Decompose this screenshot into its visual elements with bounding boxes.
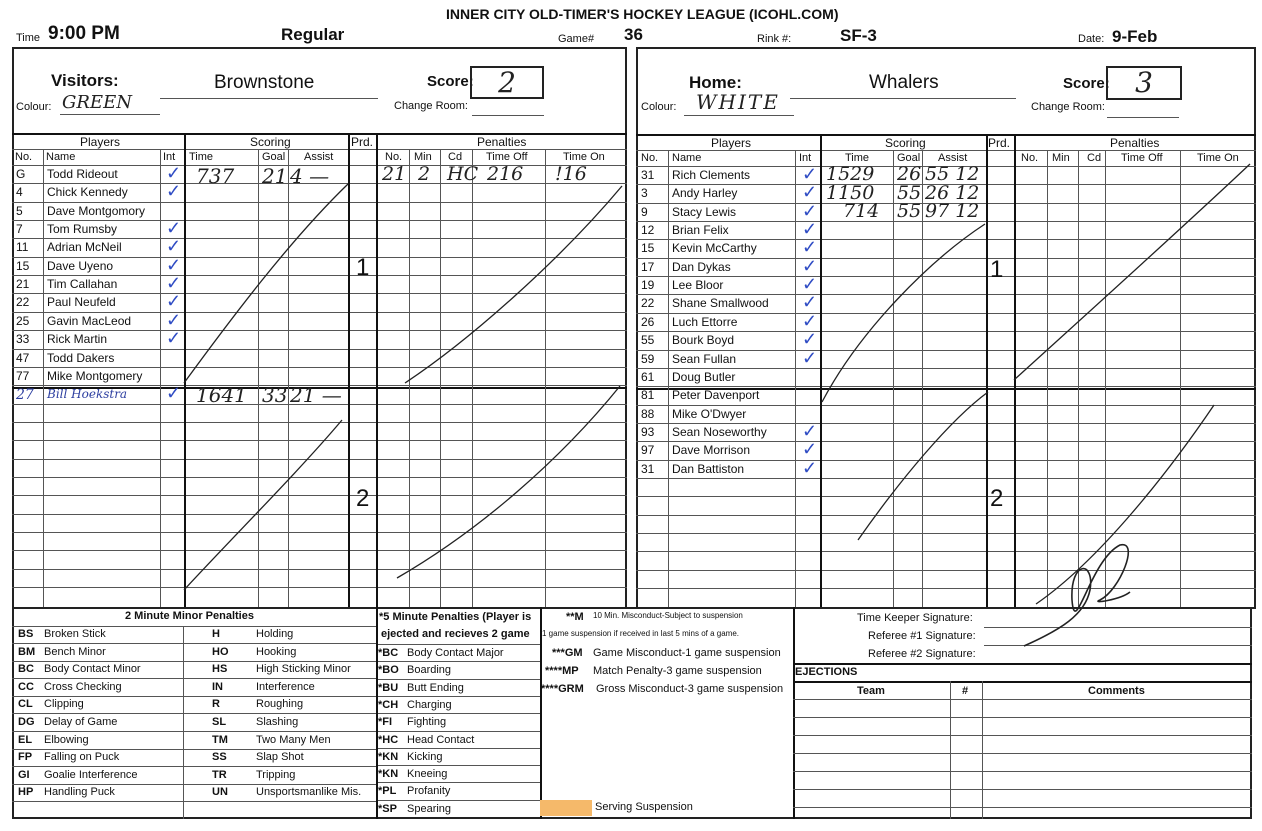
minor-penalty-code: CC: [18, 681, 34, 693]
home-goal-3-scorer: 55: [897, 200, 922, 222]
visitors-goal-2-assist: 21 —: [290, 383, 342, 407]
minor-penalty-code: GI: [18, 769, 30, 781]
misc-penalty-desc: 1 game suspension if received in last 5 mins of a game.: [542, 629, 739, 638]
home-col-min: Min: [1052, 152, 1070, 164]
minor-penalty-code: BM: [18, 646, 36, 658]
visitors-player-number: 25: [16, 314, 30, 328]
minor-penalty-desc: Hooking: [256, 646, 297, 658]
misc-penalty-desc: Game Misconduct-1 game suspension: [593, 647, 781, 659]
major-penalty-desc: Boarding: [407, 664, 452, 676]
minor-penalty-desc: Roughing: [256, 698, 304, 710]
visitors-goal-1-scorer: 21: [262, 164, 288, 188]
visitors-prd-header: Prd.: [351, 135, 374, 149]
home-period-1: 1: [990, 256, 1004, 283]
visitors-p2-penalty-strike: [397, 386, 620, 578]
minor-penalty-code: UN: [212, 786, 228, 798]
visitors-player-name: Todd Dakers: [47, 351, 115, 365]
visitors-col-time: Time: [189, 151, 214, 163]
home-team: Whalers: [869, 72, 939, 93]
home-players-header: Players: [711, 136, 752, 150]
visitors-player-number: 22: [16, 295, 30, 309]
home-goal-1-time: 1529: [826, 163, 875, 185]
home-player-name: Dave Morrison: [672, 443, 751, 457]
visitors-colour-value: GREEN: [62, 92, 132, 113]
major-penalty-desc: Charging: [407, 699, 452, 711]
minor-penalty-code: R: [212, 698, 220, 710]
visitors-player-number: 77: [16, 369, 30, 383]
home-p1-penalty-strike: [1014, 164, 1250, 380]
home-p2-scoring-strike: [858, 392, 988, 540]
home-col-int: Int: [799, 152, 812, 164]
visitors-col-pen-no: No.: [385, 151, 403, 163]
minor-penalty-code: H: [212, 628, 220, 640]
minor-penalty-desc: Slashing: [256, 716, 299, 728]
home-player-intent-check: ✓: [802, 182, 818, 202]
major-penalty-desc: Kicking: [407, 751, 443, 763]
home-player-number: 55: [641, 333, 655, 347]
major-penalty-desc: Body Contact Major: [407, 647, 504, 659]
major-penalty-code: *FI: [378, 716, 393, 728]
home-prd-header: Prd.: [988, 136, 1011, 150]
visitors-player-intent-check: ✓: [166, 328, 182, 348]
visitors-score-label: Score:: [427, 73, 474, 90]
minor-penalty-code: BC: [18, 663, 34, 675]
visitors-player-intent-check: ✓: [166, 291, 182, 311]
home-col-assist: Assist: [938, 152, 968, 164]
home-p1-scoring-strike: [822, 224, 985, 402]
visitors-player-name: Tom Rumsby: [47, 222, 118, 236]
minor-penalty-desc: Interference: [256, 681, 315, 693]
minor-penalty-code: SL: [212, 716, 227, 728]
major-penalty-code: *HC: [378, 734, 399, 746]
home-player-number: 31: [641, 462, 655, 476]
visitors-col-time-off: Time Off: [486, 151, 528, 163]
home-player-name: Sean Fullan: [672, 352, 737, 366]
home-p2-penalty-strike: [1036, 405, 1214, 604]
visitors-col-int: Int: [163, 151, 176, 163]
visitors-player-name: Mike Montgomery: [47, 369, 143, 383]
date-label: Date:: [1078, 33, 1105, 45]
visitors-player-name: Dave Montgomory: [47, 204, 146, 218]
home-change-room-label: Change Room:: [1031, 101, 1105, 113]
visitors-scoring-header: Scoring: [250, 135, 291, 149]
visitors-player-intent-check: ✓: [166, 383, 182, 403]
home-player-intent-check: ✓: [802, 292, 818, 312]
minor-penalty-code: HP: [18, 786, 34, 798]
major-penalty-desc: Kneeing: [407, 768, 448, 780]
visitors-player-name: Paul Neufeld: [47, 295, 116, 309]
home-player-name: Stacy Lewis: [672, 205, 737, 219]
visitors-player-intent-check: ✓: [166, 236, 182, 256]
visitors-p2-scoring-strike: [184, 420, 342, 590]
visitors-period-2: 2: [356, 485, 370, 512]
home-period-2: 2: [990, 485, 1004, 512]
game-label: Game#: [558, 33, 595, 45]
home-colour-value: WHITE: [696, 90, 780, 114]
home-player-name: Lee Bloor: [672, 278, 724, 292]
minor-penalty-code: BS: [18, 628, 34, 640]
home-player-intent-check: ✓: [802, 237, 818, 257]
home-label: Home:: [689, 73, 742, 92]
minor-penalty-code: TR: [212, 769, 227, 781]
home-player-number: 88: [641, 407, 655, 421]
minor-penalty-desc: Tripping: [256, 769, 296, 781]
referee1-signature-label: Referee #1 Signature:: [868, 630, 976, 642]
home-player-intent-check: ✓: [802, 201, 818, 221]
minor-penalty-desc: Elbowing: [44, 734, 89, 746]
home-player-intent-check: ✓: [802, 274, 818, 294]
home-colour-label: Colour:: [641, 101, 677, 113]
minor-penalty-desc: Clipping: [44, 698, 84, 710]
visitors-col-assist: Assist: [304, 151, 334, 163]
home-player-number: 61: [641, 370, 655, 384]
home-player-intent-check: ✓: [802, 439, 818, 459]
home-score-label: Score:: [1063, 75, 1110, 92]
visitors-team: Brownstone: [214, 72, 315, 93]
visitors-player-name: Rick Martin: [47, 332, 108, 346]
minor-penalty-code: TM: [212, 734, 228, 746]
home-player-name: Shane Smallwood: [672, 296, 769, 310]
visitors-player-name: Chick Kennedy: [47, 185, 128, 199]
home-goal-2-scorer: 55: [897, 182, 922, 204]
home-player-number: 26: [641, 315, 655, 329]
visitors-player-number: 33: [16, 332, 30, 346]
minor-penalty-desc: Broken Stick: [44, 628, 106, 640]
major-penalty-desc: Spearing: [407, 803, 452, 815]
home-goal-2-assist: 26 12: [925, 182, 980, 204]
visitors-player-number: 4: [16, 185, 23, 199]
visitors-goal-1-time: 737: [196, 164, 235, 188]
game-number: 36: [624, 25, 643, 44]
minor-penalties-title: 2 Minute Minor Penalties: [125, 610, 254, 622]
visitors-goal-1-assist: 4 —: [290, 164, 330, 188]
home-player-intent-check: ✓: [802, 458, 818, 478]
minor-penalty-desc: Falling on Puck: [44, 751, 120, 763]
visitors-player-number: 11: [16, 240, 29, 254]
home-player-number: 15: [641, 241, 655, 255]
home-score: 3: [1106, 66, 1182, 100]
minor-penalty-code: FP: [18, 751, 33, 763]
visitors-player-number: 5: [16, 204, 23, 218]
home-col-pen-no: No.: [1021, 152, 1039, 164]
serving-suspension-label: Serving Suspension: [595, 801, 693, 813]
visitors-player-number: 21: [16, 277, 30, 291]
ejections-number-header: #: [962, 685, 969, 697]
visitors-penalty-1-cd: HC: [447, 163, 479, 185]
visitors-col-cd: Cd: [448, 151, 463, 163]
home-goal-3-assist: 97 12: [925, 200, 980, 222]
home-player-name: Sean Noseworthy: [672, 425, 767, 439]
visitors-change-room-label: Change Room:: [394, 100, 468, 112]
home-player-intent-check: ✓: [802, 348, 818, 368]
ejections-team-header: Team: [857, 685, 885, 697]
visitors-player-intent-check: ✓: [166, 273, 182, 293]
visitors-goal-2-time: 1641: [196, 383, 247, 407]
minor-penalty-desc: High Sticking Minor: [256, 663, 351, 675]
home-player-name: Luch Ettorre: [672, 315, 738, 329]
minor-penalty-desc: Two Many Men: [256, 734, 331, 746]
home-player-number: 19: [641, 278, 655, 292]
minor-penalty-desc: Holding: [256, 628, 294, 640]
visitors-col-name: Name: [46, 151, 76, 163]
major-penalty-desc: Head Contact: [407, 734, 475, 746]
misc-penalty-desc: 10 Min. Misconduct-Subject to suspension: [593, 611, 743, 620]
home-scoring-header: Scoring: [885, 136, 926, 150]
visitors-player-intent-check: ✓: [166, 163, 182, 183]
home-player-name: Bourk Boyd: [672, 333, 735, 347]
visitors-player-name: Tim Callahan: [47, 277, 118, 291]
rink-value: SF-3: [840, 26, 877, 45]
visitors-player-number: 15: [16, 259, 30, 273]
minor-penalty-desc: Slap Shot: [256, 751, 304, 763]
home-penalties-header: Penalties: [1110, 136, 1160, 150]
major-penalty-code: *PL: [378, 785, 397, 797]
misc-penalty-code: ****GRM: [541, 683, 584, 695]
visitors-player-name: Adrian McNeil: [47, 240, 122, 254]
home-player-number: 81: [641, 388, 655, 402]
home-player-name: Doug Butler: [672, 370, 736, 384]
visitors-player-intent-check: ✓: [166, 310, 182, 330]
home-col-time-off: Time Off: [1121, 152, 1163, 164]
minor-penalty-desc: Handling Puck: [44, 786, 115, 798]
date-value: 9-Feb: [1112, 27, 1158, 46]
minor-penalty-code: CL: [18, 698, 33, 710]
minor-penalty-desc: Cross Checking: [44, 681, 122, 693]
visitors-penalty-1-time-on: !16: [555, 163, 587, 185]
timekeeper-signature-label: Time Keeper Signature:: [857, 612, 973, 624]
visitors-col-goal: Goal: [262, 151, 286, 163]
visitors-player-number: G: [16, 167, 26, 181]
time-value: 9:00 PM: [48, 23, 120, 44]
major-penalty-code: *BU: [378, 682, 399, 694]
home-player-intent-check: ✓: [802, 256, 818, 276]
home-goal-1-assist: 55 12: [925, 163, 980, 185]
home-player-name: Dan Battiston: [672, 462, 745, 476]
visitors-player-name: Dave Uyeno: [47, 259, 114, 273]
visitors-player-name: Bill Hoekstra: [47, 387, 128, 401]
misc-penalty-code: ****MP: [545, 665, 579, 677]
minor-penalty-code: DG: [18, 716, 35, 728]
visitors-player-name: Gavin MacLeod: [47, 314, 132, 328]
visitors-goal-2-scorer: 33: [262, 383, 288, 407]
major-penalty-desc: Profanity: [407, 785, 451, 797]
rink-label: Rink #:: [757, 33, 792, 45]
major-penalty-code: *CH: [378, 699, 399, 711]
minor-penalty-desc: Goalie Interference: [44, 769, 138, 781]
visitors-score: 2: [470, 66, 544, 99]
home-goal-2-time: 1150: [826, 182, 875, 204]
home-player-number: 93: [641, 425, 655, 439]
visitors-player-intent-check: ✓: [166, 255, 182, 275]
home-col-goal: Goal: [897, 152, 921, 164]
major-penalty-code: *SP: [378, 803, 397, 815]
visitors-penalty-1-min: 2: [418, 163, 431, 185]
major-penalties-title-2: ejected and recieves 2 game: [381, 628, 530, 640]
minor-penalty-desc: Unsportsmanlike Mis.: [256, 786, 362, 798]
referee2-signature-label: Referee #2 Signature:: [868, 648, 976, 660]
visitors-label: Visitors:: [51, 71, 119, 90]
home-player-intent-check: ✓: [802, 329, 818, 349]
home-goal-3-time: 714: [843, 200, 880, 222]
minor-penalty-code: HS: [212, 663, 228, 675]
visitors-penalties-header: Penalties: [477, 135, 527, 149]
home-player-number: 12: [641, 223, 655, 237]
major-penalty-desc: Fighting: [407, 716, 447, 728]
minor-penalty-code: IN: [212, 681, 223, 693]
visitors-players-header: Players: [80, 135, 121, 149]
visitors-col-time-on: Time On: [563, 151, 605, 163]
major-penalty-code: *KN: [378, 768, 399, 780]
minor-penalty-code: HO: [212, 646, 229, 658]
visitors-player-number: 7: [16, 222, 23, 236]
visitors-penalty-1-time-off: 216: [487, 163, 524, 185]
visitors-player-number: 47: [16, 351, 30, 365]
visitors-player-intent-check: ✓: [166, 181, 182, 201]
home-player-name: Brian Felix: [672, 223, 729, 237]
home-player-name: Peter Davenport: [672, 388, 760, 402]
home-player-number: 22: [641, 296, 655, 310]
major-penalty-code: *BC: [378, 647, 399, 659]
visitors-col-no: No.: [15, 151, 33, 163]
minor-penalty-desc: Body Contact Minor: [44, 663, 141, 675]
home-player-name: Kevin McCarthy: [672, 241, 757, 255]
misc-penalty-desc: Gross Misconduct-3 game suspension: [596, 683, 784, 695]
home-col-no: No.: [641, 152, 659, 164]
league-title: INNER CITY OLD-TIMER'S HOCKEY LEAGUE (ICOHL.COM): [446, 6, 839, 22]
major-penalty-code: *KN: [378, 751, 399, 763]
game-type: Regular: [281, 25, 345, 44]
minor-penalty-code: EL: [18, 734, 33, 746]
visitors-player-name: Todd Rideout: [47, 167, 118, 181]
home-player-name: Dan Dykas: [672, 260, 731, 274]
minor-penalty-desc: Bench Minor: [44, 646, 106, 658]
home-player-number: 3: [641, 186, 648, 200]
home-player-number: 31: [641, 168, 655, 182]
major-penalties-title-1: *5 Minute Penalties (Player is: [379, 611, 532, 623]
visitors-penalty-1-no: 21: [382, 163, 407, 185]
home-col-time-on: Time On: [1197, 152, 1239, 164]
visitors-p1-scoring-strike: [184, 184, 348, 383]
home-player-name: Mike O'Dwyer: [672, 407, 747, 421]
visitors-player-intent-check: ✓: [166, 218, 182, 238]
home-player-number: 9: [641, 205, 648, 219]
major-penalty-code: *BO: [378, 664, 399, 676]
misc-penalty-code: **M: [566, 611, 584, 623]
visitors-colour-label: Colour:: [16, 101, 52, 113]
home-goal-1-scorer: 26: [897, 163, 922, 185]
ejections-comments-header: Comments: [1088, 685, 1145, 697]
home-col-name: Name: [672, 152, 702, 164]
home-player-number: 97: [641, 443, 655, 457]
referee-signature: [1024, 545, 1130, 646]
minor-penalty-desc: Delay of Game: [44, 716, 118, 728]
home-player-name: Rich Clements: [672, 168, 751, 182]
visitors-p1-penalty-strike: [405, 186, 622, 383]
home-player-intent-check: ✓: [802, 164, 818, 184]
time-label: Time: [16, 32, 41, 44]
misc-penalty-code: ***GM: [552, 647, 583, 659]
minor-penalty-code: SS: [212, 751, 227, 763]
visitors-period-1: 1: [356, 254, 370, 281]
home-player-intent-check: ✓: [802, 219, 818, 239]
home-player-intent-check: ✓: [802, 311, 818, 331]
home-player-number: 59: [641, 352, 655, 366]
home-player-name: Andy Harley: [672, 186, 738, 200]
visitors-col-min: Min: [414, 151, 432, 163]
home-player-number: 17: [641, 260, 655, 274]
home-col-cd: Cd: [1087, 152, 1102, 164]
major-penalty-desc: Butt Ending: [407, 682, 464, 694]
ejections-title: EJECTIONS: [795, 666, 858, 678]
misc-penalty-desc: Match Penalty-3 game suspension: [593, 665, 762, 677]
home-col-time: Time: [845, 152, 870, 164]
home-player-intent-check: ✓: [802, 421, 818, 441]
visitors-player-number: 27: [16, 387, 34, 403]
